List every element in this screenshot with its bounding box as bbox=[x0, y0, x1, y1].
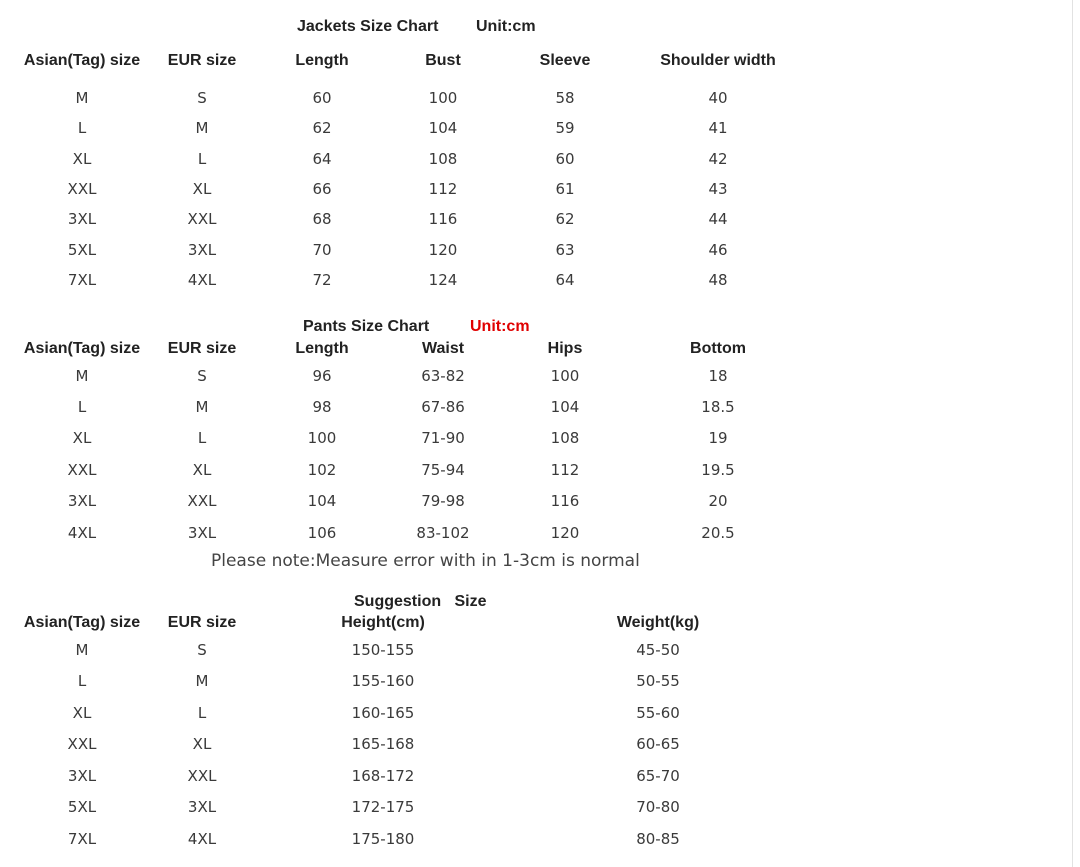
table-cell: 108 bbox=[428, 150, 458, 168]
column-header: EUR size bbox=[167, 52, 237, 69]
table-cell: 63 bbox=[555, 241, 575, 259]
table-cell: 120 bbox=[428, 241, 458, 259]
table-cell: S bbox=[197, 367, 207, 385]
table-cell: 172-175 bbox=[351, 798, 415, 816]
table-cell: 5XL bbox=[67, 241, 97, 259]
measurement-note: Please note:Measure error with in 1-3cm is normal bbox=[211, 551, 640, 571]
table-cell: 44 bbox=[708, 210, 728, 228]
table-cell: 60 bbox=[312, 89, 332, 107]
table-cell: 43 bbox=[708, 180, 728, 198]
table-cell: 100 bbox=[307, 429, 337, 447]
table-cell: 3XL bbox=[67, 767, 97, 785]
table-cell: M bbox=[75, 641, 89, 659]
table-cell: 100 bbox=[550, 367, 580, 385]
table-cell: 66 bbox=[312, 180, 332, 198]
table-cell: XXL bbox=[187, 767, 217, 785]
table-cell: 63-82 bbox=[421, 367, 465, 385]
table-cell: 112 bbox=[550, 461, 580, 479]
table-cell: 104 bbox=[428, 119, 458, 137]
table-cell: XXL bbox=[67, 461, 97, 479]
table-cell: 80-85 bbox=[636, 830, 680, 848]
table-cell: 20.5 bbox=[701, 524, 735, 542]
table-cell: 64 bbox=[555, 271, 575, 289]
table-cell: 46 bbox=[708, 241, 728, 259]
table-cell: 3XL bbox=[67, 210, 97, 228]
table-cell: 102 bbox=[307, 461, 337, 479]
table-cell: 42 bbox=[708, 150, 728, 168]
column-header: Height(cm) bbox=[341, 614, 425, 631]
table-cell: 124 bbox=[428, 271, 458, 289]
table-cell: XL bbox=[72, 150, 92, 168]
table-cell: 50-55 bbox=[636, 672, 680, 690]
column-header: Length bbox=[295, 52, 349, 69]
table-cell: S bbox=[197, 89, 207, 107]
column-header: Shoulder width bbox=[660, 52, 776, 69]
table-cell: XL bbox=[72, 704, 92, 722]
table-cell: 120 bbox=[550, 524, 580, 542]
table-cell: XXL bbox=[67, 180, 97, 198]
table-cell: 19 bbox=[708, 429, 728, 447]
table-cell: 165-168 bbox=[351, 735, 415, 753]
table-cell: 104 bbox=[550, 398, 580, 416]
column-header: Asian(Tag) size bbox=[23, 52, 141, 69]
table-cell: 4XL bbox=[187, 271, 217, 289]
table-cell: 67-86 bbox=[421, 398, 465, 416]
pants-unit: Unit:cm bbox=[470, 318, 530, 335]
column-header: Sleeve bbox=[539, 52, 591, 69]
table-cell: M bbox=[195, 398, 209, 416]
table-cell: 60-65 bbox=[636, 735, 680, 753]
table-cell: 68 bbox=[312, 210, 332, 228]
table-cell: L bbox=[77, 398, 87, 416]
table-cell: 18.5 bbox=[701, 398, 735, 416]
table-cell: M bbox=[75, 89, 89, 107]
table-cell: 55-60 bbox=[636, 704, 680, 722]
column-header: EUR size bbox=[167, 340, 237, 357]
table-cell: XL bbox=[192, 735, 212, 753]
table-cell: 116 bbox=[550, 492, 580, 510]
table-cell: 106 bbox=[307, 524, 337, 542]
table-cell: 112 bbox=[428, 180, 458, 198]
table-cell: L bbox=[77, 672, 87, 690]
table-cell: XXL bbox=[187, 492, 217, 510]
table-cell: L bbox=[197, 429, 207, 447]
table-cell: 7XL bbox=[67, 271, 97, 289]
table-cell: L bbox=[77, 119, 87, 137]
table-cell: 175-180 bbox=[351, 830, 415, 848]
table-cell: 40 bbox=[708, 89, 728, 107]
jackets-unit: Unit:cm bbox=[476, 18, 536, 35]
table-cell: 19.5 bbox=[701, 461, 735, 479]
column-header: EUR size bbox=[167, 614, 237, 631]
table-cell: XXL bbox=[187, 210, 217, 228]
column-header: Hips bbox=[547, 340, 583, 357]
table-cell: 4XL bbox=[67, 524, 97, 542]
column-header: Asian(Tag) size bbox=[23, 340, 141, 357]
table-cell: 58 bbox=[555, 89, 575, 107]
table-cell: 79-98 bbox=[421, 492, 465, 510]
table-cell: XL bbox=[192, 461, 212, 479]
table-cell: 75-94 bbox=[421, 461, 465, 479]
table-cell: 71-90 bbox=[421, 429, 465, 447]
table-cell: 104 bbox=[307, 492, 337, 510]
table-cell: 48 bbox=[708, 271, 728, 289]
table-cell: 155-160 bbox=[351, 672, 415, 690]
table-cell: 83-102 bbox=[416, 524, 470, 542]
column-header: Length bbox=[295, 340, 349, 357]
table-cell: 150-155 bbox=[351, 641, 415, 659]
table-cell: S bbox=[197, 641, 207, 659]
table-cell: 62 bbox=[555, 210, 575, 228]
table-cell: 59 bbox=[555, 119, 575, 137]
table-cell: 5XL bbox=[67, 798, 97, 816]
table-cell: 20 bbox=[708, 492, 728, 510]
table-cell: 65-70 bbox=[636, 767, 680, 785]
column-header: Asian(Tag) size bbox=[23, 614, 141, 631]
suggestion-title: Suggestion Size bbox=[354, 593, 487, 610]
column-header: Waist bbox=[421, 340, 465, 357]
table-cell: 61 bbox=[555, 180, 575, 198]
table-cell: 160-165 bbox=[351, 704, 415, 722]
table-cell: 72 bbox=[312, 271, 332, 289]
table-cell: 7XL bbox=[67, 830, 97, 848]
table-cell: XL bbox=[192, 180, 212, 198]
page-border bbox=[1072, 0, 1073, 867]
table-cell: 100 bbox=[428, 89, 458, 107]
table-cell: 3XL bbox=[187, 241, 217, 259]
table-cell: 116 bbox=[428, 210, 458, 228]
table-cell: 62 bbox=[312, 119, 332, 137]
table-cell: M bbox=[195, 672, 209, 690]
column-header: Weight(kg) bbox=[616, 614, 700, 631]
table-cell: L bbox=[197, 704, 207, 722]
table-cell: M bbox=[195, 119, 209, 137]
table-cell: 18 bbox=[708, 367, 728, 385]
table-cell: 98 bbox=[312, 398, 332, 416]
table-cell: 41 bbox=[708, 119, 728, 137]
pants-title: Pants Size Chart bbox=[303, 318, 430, 335]
table-cell: 108 bbox=[550, 429, 580, 447]
table-cell: XXL bbox=[67, 735, 97, 753]
table-cell: 96 bbox=[312, 367, 332, 385]
table-cell: 3XL bbox=[67, 492, 97, 510]
table-cell: 168-172 bbox=[351, 767, 415, 785]
table-cell: M bbox=[75, 367, 89, 385]
table-cell: 3XL bbox=[187, 524, 217, 542]
table-cell: XL bbox=[72, 429, 92, 447]
table-cell: 60 bbox=[555, 150, 575, 168]
table-cell: 70-80 bbox=[636, 798, 680, 816]
column-header: Bottom bbox=[690, 340, 746, 357]
column-header: Bust bbox=[425, 52, 461, 69]
jackets-title: Jackets Size Chart bbox=[297, 18, 439, 35]
table-cell: 4XL bbox=[187, 830, 217, 848]
table-cell: L bbox=[197, 150, 207, 168]
table-cell: 45-50 bbox=[636, 641, 680, 659]
table-cell: 64 bbox=[312, 150, 332, 168]
table-cell: 3XL bbox=[187, 798, 217, 816]
table-cell: 70 bbox=[312, 241, 332, 259]
